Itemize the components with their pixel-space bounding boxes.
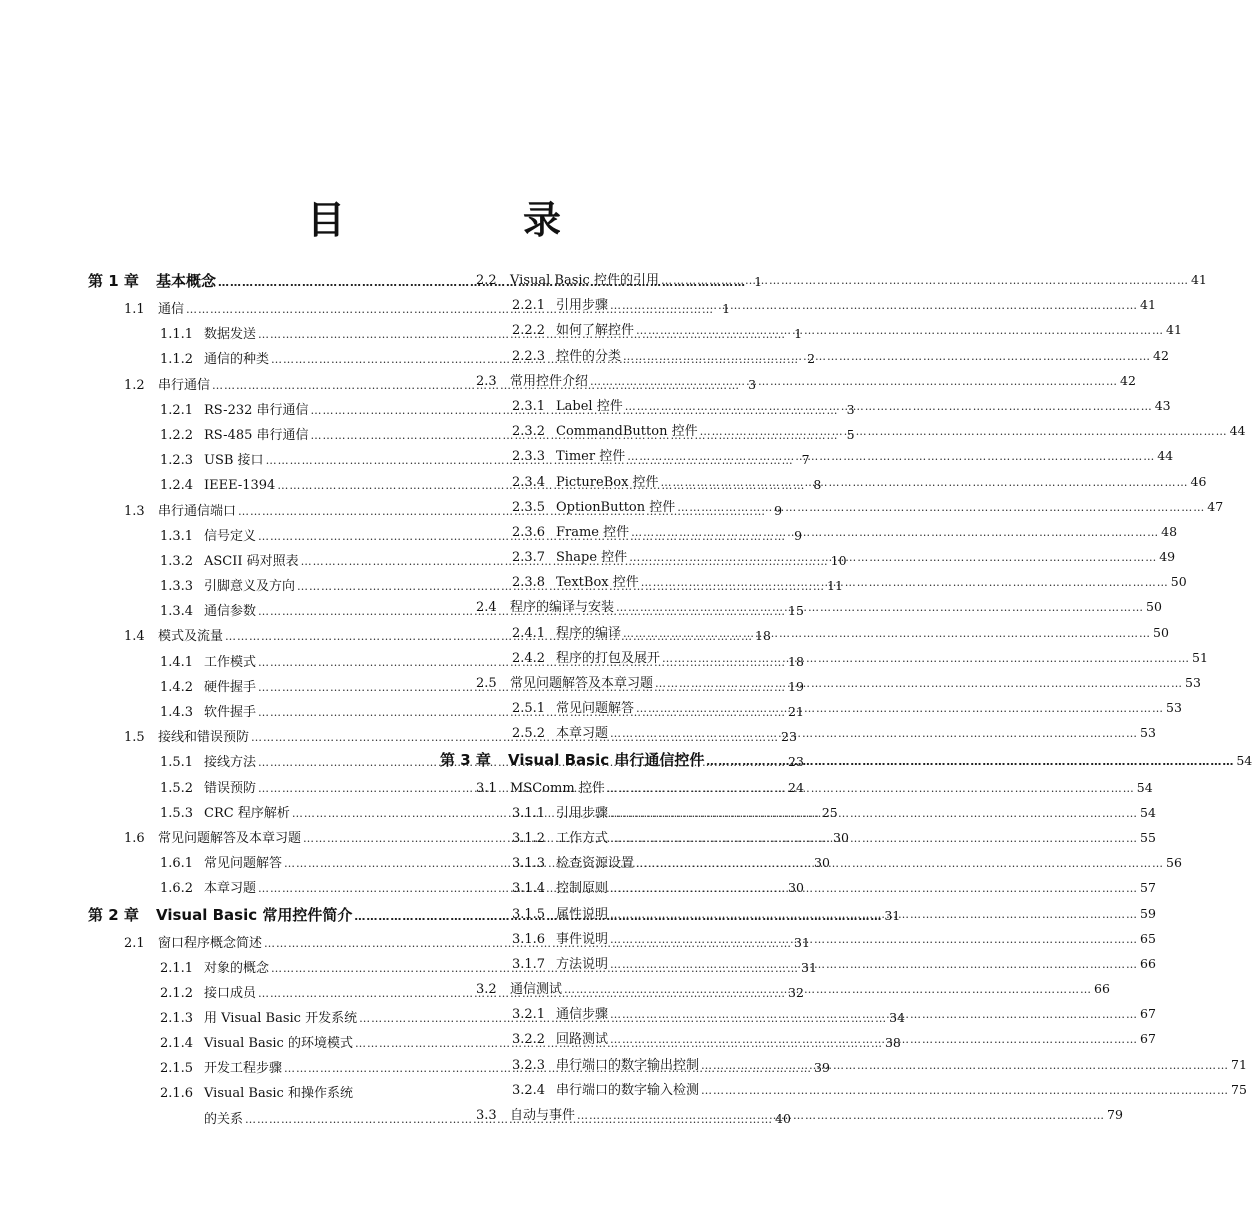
toc-dot-leader xyxy=(655,671,1183,696)
toc-entry-title: 如何了解控件 xyxy=(556,323,635,339)
toc-page-number: 8 xyxy=(813,477,822,493)
toc-page-number: 41 xyxy=(1140,297,1156,313)
toc-dot-leader xyxy=(631,520,1159,545)
toc-page-number: 54 xyxy=(1136,779,1153,795)
toc-page-number: 1 xyxy=(754,274,763,289)
toc-entry xyxy=(440,901,1156,926)
toc-entry-title: 程序的编译与安装 xyxy=(510,600,615,616)
toc-entry-title: 接线方法 xyxy=(204,755,257,771)
toc-entry-number: 2.1.1 xyxy=(160,960,194,976)
toc-entry-number: 3.2.3 xyxy=(512,1057,546,1073)
toc-dot-leader xyxy=(636,851,1164,876)
toc-dot-leader xyxy=(610,927,1138,952)
toc-page-number: 40 xyxy=(775,1110,791,1126)
toc-entry-number: 1.6 xyxy=(124,830,145,846)
toc-page-number: 31 xyxy=(794,934,810,950)
toc-dot-leader xyxy=(610,721,1138,746)
toc-entry-number: 3.1.2 xyxy=(512,830,546,846)
toc-page-number: 65 xyxy=(1140,930,1156,946)
toc-page-number: 67 xyxy=(1140,1006,1156,1022)
toc-entry-number: 2.3.6 xyxy=(512,524,546,540)
toc-entry-number: 3.2.2 xyxy=(512,1032,546,1048)
toc-entry-number: 第 2 章 xyxy=(88,905,139,924)
toc-entry xyxy=(440,418,1246,443)
toc-dot-leader xyxy=(610,293,1138,318)
toc-entry-title: 常见问题解答 xyxy=(556,701,635,717)
toc-page-number: 59 xyxy=(1140,905,1156,921)
toc-entry-number: 2.1.4 xyxy=(160,1036,194,1052)
toc-page-number: 46 xyxy=(1190,473,1207,489)
toc-entry-title: 通信 xyxy=(158,302,185,317)
toc-page-number: 71 xyxy=(1231,1056,1247,1072)
toc-page-number: 34 xyxy=(889,1010,905,1026)
toc-entry-number: 1.3 xyxy=(124,503,145,519)
toc-entry xyxy=(440,926,1156,951)
toc-entry-title: 信号定义 xyxy=(204,528,257,544)
toc-page-number: 11 xyxy=(827,578,843,594)
toc-entry-title: 开发工程步骤 xyxy=(204,1061,283,1077)
toc-entry-number: 1.3.3 xyxy=(160,579,194,595)
toc-entry-number: 1.2.4 xyxy=(160,478,194,494)
toc-entry-number: 第 3 章 xyxy=(440,750,491,769)
toc-entry-title: 事件说明 xyxy=(556,931,609,947)
toc-entry xyxy=(88,1081,408,1106)
toc-entry-title: 程序的打包及展开 xyxy=(556,650,661,666)
toc-entry-number: 2.1 xyxy=(124,935,145,951)
toc-entry-title: 常见问题解答及本章习题 xyxy=(158,830,302,846)
toc-entry-title: Visual Basic 和操作系统 xyxy=(204,1085,353,1101)
toc-entry-title: 的关系 xyxy=(204,1111,244,1127)
toc-entry xyxy=(440,519,1178,544)
toc-dot-leader xyxy=(706,749,1234,775)
toc-dot-leader xyxy=(590,369,1118,394)
toc-page-number: 21 xyxy=(788,704,804,719)
toc-entry-number: 1.5.3 xyxy=(160,805,194,821)
toc-page-number: 66 xyxy=(1140,955,1156,971)
toc-entry xyxy=(440,343,1169,368)
toc-entry-number: 2.5 xyxy=(476,676,497,691)
toc-entry-number: 1.1.1 xyxy=(160,327,194,343)
toc-entry-number: 1.2.2 xyxy=(160,427,194,443)
toc-entry-title: USB 接口 xyxy=(204,453,264,469)
toc-dot-leader xyxy=(564,977,1092,1002)
toc-page-number: 42 xyxy=(1153,347,1169,363)
toc-dot-leader xyxy=(661,470,1189,495)
toc-entry-number: 2.2.2 xyxy=(512,323,546,339)
toc-page-number: 49 xyxy=(1159,549,1176,565)
page-title: 目 录 xyxy=(306,198,631,242)
toc-entry xyxy=(440,469,1207,494)
toc-entry-title: 基本概念 xyxy=(156,272,217,290)
toc-dot-leader xyxy=(636,318,1164,343)
toc-entry-title: TextBox 控件 xyxy=(556,575,639,591)
toc-page-number: 18 xyxy=(755,628,771,644)
toc-entry-number: 2.4.2 xyxy=(512,650,546,666)
toc-dot-leader xyxy=(629,545,1157,570)
toc-entry-number: 1.4.1 xyxy=(160,654,194,670)
toc-entry-number: 1.3.1 xyxy=(160,528,194,544)
toc-entry-title: 硬件握手 xyxy=(204,679,257,695)
toc-entry-number: 1.3.4 xyxy=(160,604,194,620)
toc-entry-number: 2.4.1 xyxy=(512,625,546,641)
toc-entry-title: 属性说明 xyxy=(556,906,609,922)
toc-entry-title: 接口成员 xyxy=(204,985,257,1001)
toc-dot-leader xyxy=(662,646,1190,671)
toc-entry-title: Visual Basic 串行通信控件 xyxy=(508,750,705,769)
toc-entry-number: 3.1.1 xyxy=(512,805,546,821)
toc-dot-leader xyxy=(577,1103,1105,1128)
toc-entry-number: 3.2 xyxy=(476,982,497,998)
toc-entry-title: 检查资源设置 xyxy=(556,856,635,872)
toc-entry-title: OptionButton 控件 xyxy=(556,499,676,515)
toc-entry-title: 串行端口的数字输入检测 xyxy=(556,1082,700,1098)
toc-dot-leader xyxy=(610,1002,1138,1027)
toc-entry xyxy=(440,494,1224,519)
toc-page-number: 67 xyxy=(1140,1031,1156,1047)
toc-page-number: 56 xyxy=(1166,855,1182,871)
toc-page-number: 41 xyxy=(1166,322,1182,338)
toc-entry-number: 1.5.2 xyxy=(160,780,194,796)
toc-page-number: 66 xyxy=(1094,981,1110,997)
toc-page-number: 23 xyxy=(788,754,804,770)
toc-dot-leader xyxy=(661,268,1189,293)
toc-entry-title: 引用步骤 xyxy=(556,805,609,821)
toc-entry-title: 程序的编译 xyxy=(556,625,622,641)
toc-page-number: 23 xyxy=(781,729,797,745)
toc-entry-number: 1.2 xyxy=(124,377,145,393)
toc-page-number: 54 xyxy=(1140,804,1156,820)
toc-page-number: 15 xyxy=(788,603,804,619)
toc-page-number: 9 xyxy=(794,527,803,543)
toc-dot-leader xyxy=(610,902,1138,927)
toc-entry-number: 2.3.7 xyxy=(512,550,546,566)
toc-page-number: 9 xyxy=(774,502,783,518)
toc-entry-number: 第 1 章 xyxy=(88,272,139,290)
toc-page-number: 41 xyxy=(1190,272,1207,287)
toc-entry-title: 本章习题 xyxy=(204,881,257,897)
toc-entry-title: 常见问题解答 xyxy=(204,856,283,872)
toc-page-number: 42 xyxy=(1120,372,1136,388)
toc-page-number: 18 xyxy=(788,653,804,669)
toc-dot-leader xyxy=(701,1078,1229,1103)
toc-page-number: 53 xyxy=(1166,700,1182,716)
toc-dot-leader xyxy=(610,1027,1138,1052)
toc-dot-leader xyxy=(700,419,1228,444)
toc-page-number: 3 xyxy=(748,376,757,392)
toc-entry-number: 1.2.3 xyxy=(160,453,194,469)
toc-entry-number: 3.1.7 xyxy=(512,956,546,972)
toc-entry-title: Visual Basic 的环境模式 xyxy=(204,1036,353,1052)
toc-page-number: 1 xyxy=(722,301,731,316)
toc-page-number: 32 xyxy=(788,984,804,1000)
toc-entry-title: 串行通信 xyxy=(158,377,211,393)
toc-entry-number: 1.4.2 xyxy=(160,679,194,695)
toc-page-number: 3 xyxy=(846,401,855,417)
toc-page-number: 44 xyxy=(1157,448,1174,464)
toc-entry xyxy=(440,951,1156,976)
toc-page-number: 5 xyxy=(846,426,855,442)
toc-entry-number: 2.2.3 xyxy=(512,348,546,364)
toc-page-number: 30 xyxy=(833,829,849,845)
toc-entry xyxy=(440,1077,1247,1102)
toc-entry-title: 通信步骤 xyxy=(556,1007,609,1023)
toc-page-number: 10 xyxy=(830,552,847,568)
toc-entry-number: 2.3.1 xyxy=(512,398,546,414)
toc-entry-title: Shape 控件 xyxy=(556,550,628,566)
toc-entry-title: RS-485 串行通信 xyxy=(204,427,309,443)
toc-entry-title: 控件的分类 xyxy=(556,348,622,364)
toc-entry-number: 1.6.2 xyxy=(160,881,194,897)
toc-entry-number: 3.2.1 xyxy=(512,1007,546,1023)
toc-entry-number: 1.4 xyxy=(124,629,145,645)
toc-entry-title: 通信测试 xyxy=(510,982,563,998)
toc-dot-leader xyxy=(623,621,1151,646)
toc-entry-number: 1.3.2 xyxy=(160,553,194,569)
toc-dot-leader xyxy=(636,696,1164,721)
toc-entry-number: 1.6.1 xyxy=(160,856,194,872)
toc-entry-number: 2.5.2 xyxy=(512,726,546,742)
toc-entry-title: PictureBox 控件 xyxy=(556,474,659,490)
toc-page-number: 7 xyxy=(801,452,810,468)
toc-entry-title: IEEE-1394 xyxy=(204,478,276,494)
toc-entry-number: 2.4 xyxy=(476,600,497,616)
toc-page-number: 25 xyxy=(821,804,838,820)
toc-entry-title: ASCII 码对照表 xyxy=(204,553,299,569)
toc-dot-leader xyxy=(610,826,1138,851)
toc-entry-title: 对象的概念 xyxy=(204,960,270,976)
toc-entry-title: 常用控件介绍 xyxy=(510,373,589,389)
toc-dot-leader xyxy=(610,876,1138,901)
toc-entry-number: 2.1.2 xyxy=(160,985,194,1001)
toc-page-number: 39 xyxy=(814,1060,830,1076)
toc-entry xyxy=(440,368,1136,393)
toc-page-number: 19 xyxy=(788,678,804,694)
toc-page-number: 30 xyxy=(814,855,830,871)
toc-entry-number: 2.2 xyxy=(476,273,497,288)
toc-page-number: 50 xyxy=(1146,599,1162,615)
toc-entry-number: 3.3 xyxy=(476,1108,497,1123)
toc-entry-number: 2.3 xyxy=(476,373,497,389)
toc-dot-leader xyxy=(625,394,1153,419)
toc-entry-number: 3.1.5 xyxy=(512,906,546,922)
toc-entry-number: 1.4.3 xyxy=(160,705,194,720)
toc-entry xyxy=(440,292,1156,317)
toc-entry-title: Timer 控件 xyxy=(556,449,626,465)
toc-entry-number: 3.2.4 xyxy=(512,1082,546,1098)
toc-dot-leader xyxy=(623,344,1151,369)
toc-page-number: 1 xyxy=(794,326,803,342)
toc-entry-title: 控制原则 xyxy=(556,881,609,897)
toc-entry-title: 串行通信端口 xyxy=(158,503,237,519)
toc-entry-title: 本章习题 xyxy=(556,726,609,742)
toc-page-number: 2 xyxy=(807,351,816,367)
toc-entry-title: Visual Basic 控件的引用 xyxy=(510,273,659,288)
toc-entry-title: RS-232 串行通信 xyxy=(204,402,309,418)
toc-entry-title: 串行端口的数字输出控制 xyxy=(556,1057,700,1073)
toc-page-number: 53 xyxy=(1185,675,1201,690)
toc-entry xyxy=(440,443,1174,468)
toc-entry-title: 常见问题解答及本章习题 xyxy=(510,676,654,691)
toc-page-number: 43 xyxy=(1154,397,1171,413)
toc-entry-title: 通信参数 xyxy=(204,604,257,620)
toc-page-number: 30 xyxy=(788,880,804,896)
toc-entry-title: 自动与事件 xyxy=(510,1108,576,1123)
toc-entry-number: 3.1 xyxy=(476,780,497,796)
toc-entry-number: 1.2.1 xyxy=(160,402,194,418)
toc-page-number: 50 xyxy=(1153,624,1169,640)
toc-page-number: 48 xyxy=(1161,523,1178,539)
toc-entry-title: 用 Visual Basic 开发系统 xyxy=(204,1011,358,1027)
toc-entry-title: 回路测试 xyxy=(556,1032,609,1048)
toc-page-number: 38 xyxy=(884,1035,901,1051)
toc-dot-leader xyxy=(610,952,1138,977)
toc-entry-title: 引用步骤 xyxy=(556,298,609,314)
toc-entry-title: 引脚意义及方向 xyxy=(204,579,296,595)
toc-entry-number: 3.1.3 xyxy=(512,856,546,872)
toc-entry-title: Frame 控件 xyxy=(556,524,630,540)
toc-page-number: 54 xyxy=(1236,752,1252,768)
toc-dot-leader xyxy=(677,495,1205,520)
toc-entry-title: 模式及流量 xyxy=(158,629,224,645)
toc-entry-number: 2.3.8 xyxy=(512,575,546,591)
toc-dot-leader xyxy=(610,801,1138,826)
toc-dot-leader xyxy=(641,570,1169,595)
toc-entry xyxy=(440,267,1207,292)
toc-page-number: 47 xyxy=(1207,498,1224,514)
toc-entry-number: 1.5.1 xyxy=(160,755,194,771)
toc-entry-number: 2.5.1 xyxy=(512,701,546,717)
toc-entry-number: 1.5 xyxy=(124,730,145,746)
toc-entry xyxy=(440,317,1182,342)
toc-entry xyxy=(440,393,1171,418)
toc-entry xyxy=(440,976,1110,1001)
toc-page-number: 24 xyxy=(788,779,804,795)
toc-page-number: 31 xyxy=(884,907,901,923)
toc-dot-leader xyxy=(627,444,1155,469)
toc-entry-number: 3.1.6 xyxy=(512,931,546,947)
toc-entry-title: 工作方式 xyxy=(556,830,609,846)
toc-page-number: 44 xyxy=(1229,423,1246,439)
toc-entry-title: 方法说明 xyxy=(556,956,609,972)
toc-entry-title: Visual Basic 常用控件简介 xyxy=(156,905,353,924)
toc-page-number: 53 xyxy=(1140,725,1156,741)
toc-entry-title: 错误预防 xyxy=(204,780,257,796)
toc-page-number: 57 xyxy=(1140,880,1156,896)
toc-entry-number: 2.1.3 xyxy=(160,1011,194,1027)
toc-entry-title: Label 控件 xyxy=(556,398,623,414)
toc-entry-title: 软件握手 xyxy=(204,705,257,720)
toc-page-number: 51 xyxy=(1192,649,1208,665)
toc-entry-title: 通信的种类 xyxy=(204,352,270,368)
toc-page-number: 75 xyxy=(1231,1081,1247,1097)
toc-dot-leader xyxy=(607,776,1135,801)
toc-dot-leader xyxy=(616,595,1144,620)
toc-dot-leader xyxy=(701,1053,1229,1078)
toc-entry-number: 1.1 xyxy=(124,302,145,317)
toc-entry-title: 接线和错误预防 xyxy=(158,730,250,746)
toc-entry-title: 工作模式 xyxy=(204,654,257,670)
toc-entry-number: 2.3.3 xyxy=(512,449,546,465)
toc-entry-title: CommandButton 控件 xyxy=(556,424,698,440)
toc-page-number: 55 xyxy=(1140,829,1156,845)
toc-entry-number: 2.1.5 xyxy=(160,1061,194,1077)
toc-entry-number: 3.1.4 xyxy=(512,881,546,897)
toc-entry-number: 2.3.4 xyxy=(512,474,546,490)
toc-entry-number: 1.1.2 xyxy=(160,352,194,368)
toc-page-number: 79 xyxy=(1107,1107,1123,1122)
toc-entry-number: 2.2.1 xyxy=(512,298,546,314)
toc-page-number: 50 xyxy=(1170,574,1187,590)
toc-entry-title: MSComm 控件 xyxy=(510,780,605,796)
toc-entry-title: 数据发送 xyxy=(204,327,257,343)
toc-entry-title: CRC 程序解析 xyxy=(204,805,290,821)
toc-entry-title: 窗口程序概念简述 xyxy=(158,935,263,951)
toc-entry-number: 2.1.6 xyxy=(160,1085,194,1101)
toc-page-number: 31 xyxy=(801,959,817,975)
toc-entry-number: 2.3.5 xyxy=(512,499,546,515)
toc-entry-number: 2.3.2 xyxy=(512,424,546,440)
